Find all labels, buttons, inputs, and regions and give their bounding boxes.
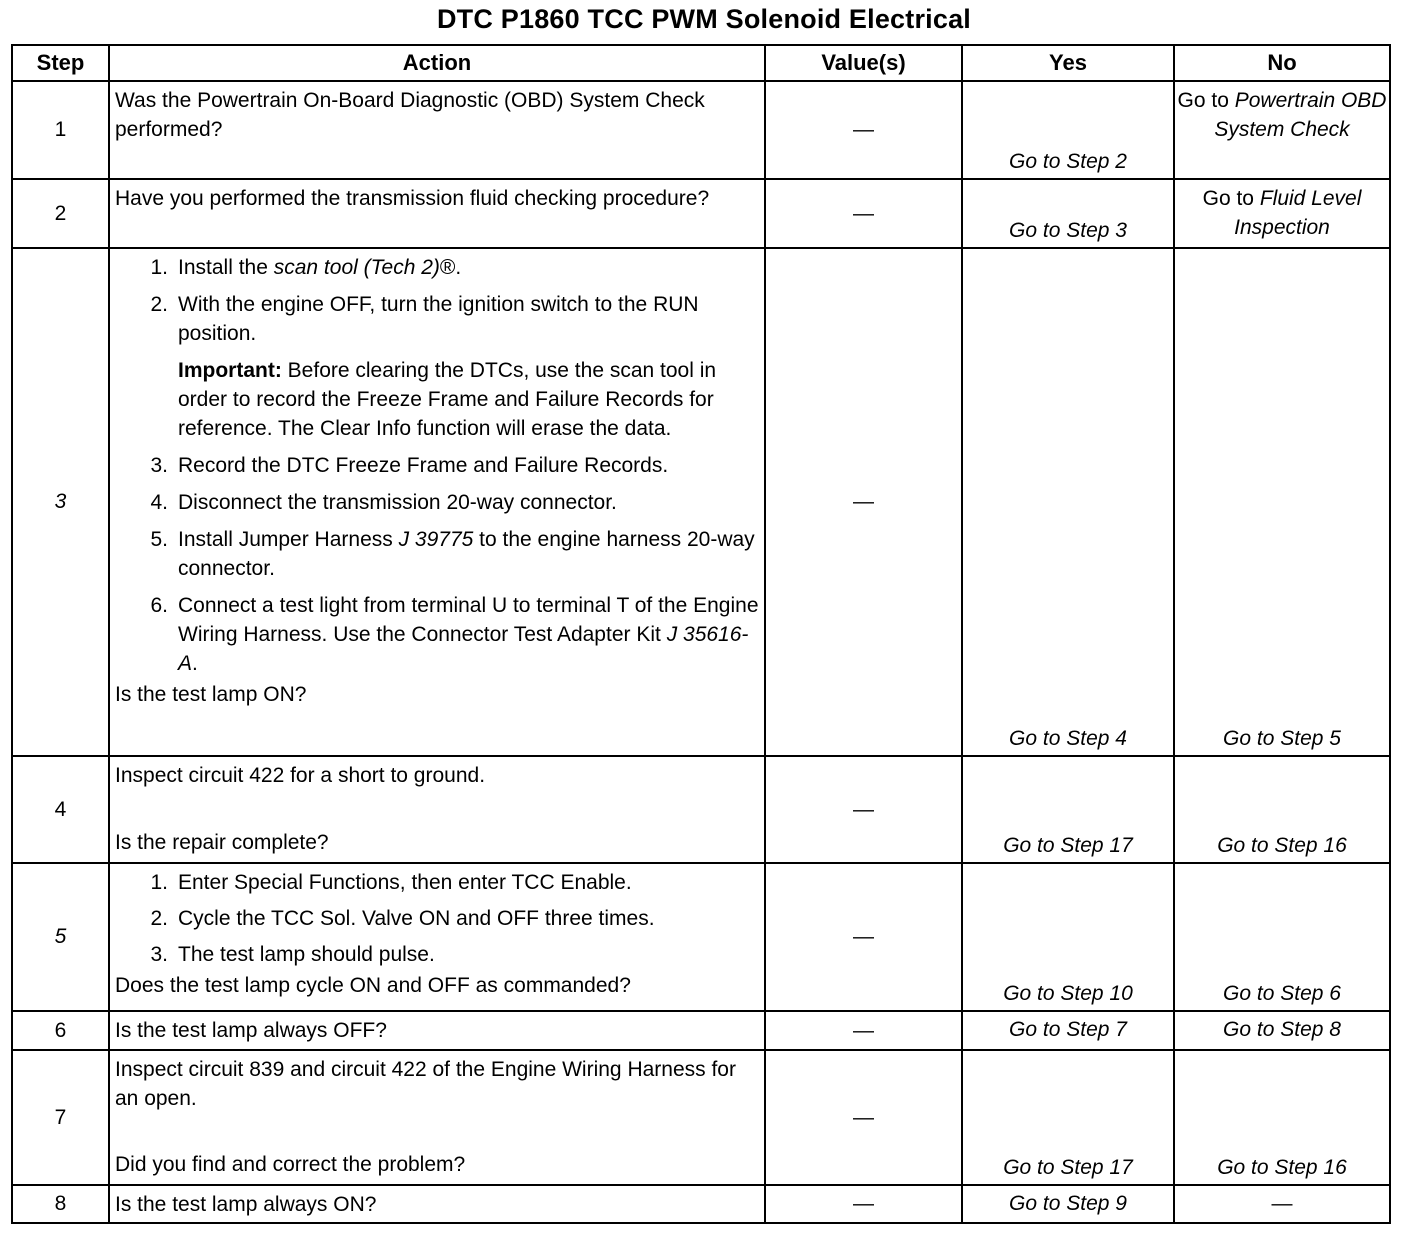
step-number: 2: [12, 179, 109, 248]
yes-cell: Go to Step 7: [962, 1011, 1174, 1050]
substep-text: Record the DTC Freeze Frame and Failure Records.: [178, 454, 669, 477]
value-cell: —: [765, 1185, 962, 1223]
no-cell: Go to Step 16: [1174, 756, 1390, 863]
substep-text: Cycle the TCC Sol. Valve ON and OFF three times.: [178, 907, 655, 930]
action-cell: [109, 81, 765, 179]
no-cell: [1174, 179, 1390, 248]
action-cell: [109, 248, 765, 756]
value-cell: —: [765, 81, 962, 179]
substep-number: 1.: [150, 871, 168, 894]
action-question: Is the test lamp always OFF?: [115, 1019, 387, 1042]
action-cell: [109, 1185, 765, 1223]
action-question: Is the test lamp always ON?: [115, 1192, 377, 1216]
no-cell: —: [1174, 1185, 1390, 1223]
action-question: Did you find and correct the problem?: [115, 1153, 466, 1176]
substep-number: 3.: [150, 943, 168, 966]
substep: [150, 488, 760, 517]
action-question: Is the test lamp ON?: [115, 683, 307, 706]
substep-list: [115, 451, 760, 678]
action-cell: [109, 1050, 765, 1185]
tool-reference: J 39775: [398, 528, 474, 551]
substep-list: [115, 868, 760, 969]
action-instruction: Inspect circuit 422 for a short to ground.: [115, 764, 486, 787]
step-number: 6: [12, 1011, 109, 1050]
yes-cell: Go to Step 2: [962, 81, 1174, 179]
header-yes: Yes: [962, 45, 1174, 81]
yes-cell: Go to Step 3: [962, 179, 1174, 248]
yes-cell: Go to Step 10: [962, 863, 1174, 1011]
yes-cell: Go to Step 4: [962, 248, 1174, 756]
table-row-step-8: [12, 1185, 1390, 1223]
substep: [150, 525, 760, 583]
value-cell: —: [765, 248, 962, 756]
substep-number: 3.: [150, 454, 168, 477]
table-row-step-4: [12, 756, 1390, 863]
substep-text: Connect a test light from terminal U to terminal T of the Engine Wiring Harness. Use the Connector Test Adapter Kit: [178, 594, 759, 646]
substep: [150, 940, 760, 969]
important-note: [115, 356, 760, 443]
table-row-step-5: [12, 863, 1390, 1011]
substep-number: 4.: [150, 491, 168, 514]
action-question: Is the repair complete?: [115, 831, 329, 854]
value-cell: —: [765, 863, 962, 1011]
no-cell: Go to Step 5: [1174, 248, 1390, 756]
substep-number: 5.: [150, 528, 168, 551]
substep: [150, 591, 760, 678]
substep-text: The test lamp should pulse.: [178, 943, 435, 966]
value-cell: —: [765, 756, 962, 863]
no-cell: Go to Step 16: [1174, 1050, 1390, 1185]
value-cell: —: [765, 1011, 962, 1050]
action-question: Was the Powertrain On-Board Diagnostic (OBD) System Check performed?: [115, 89, 705, 141]
header-values: Value(s): [765, 45, 962, 81]
substep-text: Install the: [178, 256, 268, 279]
page-title: DTC P1860 TCC PWM Solenoid Electrical: [436, 4, 972, 34]
substep-number: 2.: [150, 293, 168, 316]
step-number: 8: [12, 1185, 109, 1223]
table-row-step-3: [12, 248, 1390, 756]
no-prefix: Go to: [1202, 187, 1254, 210]
substep-text: Enter Special Functions, then enter TCC Enable.: [178, 871, 632, 894]
step-number: 4: [12, 756, 109, 863]
no-cell: [1174, 81, 1390, 179]
value-cell: —: [765, 179, 962, 248]
action-cell: [109, 179, 765, 248]
yes-cell: Go to Step 9: [962, 1185, 1174, 1223]
substep-text: With the engine OFF, turn the ignition switch to the RUN position.: [178, 293, 699, 345]
value-cell: —: [765, 1050, 962, 1185]
substep: [150, 904, 760, 933]
substep: [150, 253, 760, 282]
no-prefix: Go to: [1177, 89, 1229, 112]
table-row-step-7: [12, 1050, 1390, 1185]
no-reference: Fluid Level Inspection: [1234, 187, 1362, 239]
no-reference: Powertrain OBD System Check: [1214, 89, 1387, 141]
substep: [150, 290, 760, 348]
important-text: Before clearing the DTCs, use the scan tool in order to record the Freeze Frame and Failure Records for reference. The Clear Info function will erase the data.: [178, 359, 717, 440]
substep: [150, 451, 760, 480]
action-question: Have you performed the transmission fluid checking procedure?: [115, 187, 710, 210]
important-label: Important:: [178, 359, 282, 382]
action-question: Does the test lamp cycle ON and OFF as commanded?: [115, 974, 631, 997]
header-row: [12, 45, 1390, 81]
table-row-step-6: [12, 1011, 1390, 1050]
tool-reference: scan tool (Tech 2): [273, 256, 440, 279]
no-cell: Go to Step 8: [1174, 1011, 1390, 1050]
substep-text: to the engine harness 20-way connector.: [178, 528, 755, 580]
no-cell: Go to Step 6: [1174, 863, 1390, 1011]
tool-reference: J 35616-A: [178, 623, 749, 675]
substep-number: 6.: [150, 594, 168, 617]
action-cell: [109, 863, 765, 1011]
substep-number: 1.: [150, 256, 168, 279]
substep-text: Install Jumper Harness: [178, 528, 393, 551]
table-row-step-2: [12, 179, 1390, 248]
yes-cell: Go to Step 17: [962, 756, 1174, 863]
action-instruction: Inspect circuit 839 and circuit 422 of the Engine Wiring Harness for an open.: [115, 1058, 736, 1110]
action-cell: [109, 1011, 765, 1050]
table-row-step-1: [12, 81, 1390, 179]
action-cell: [109, 756, 765, 863]
step-number: 5: [12, 863, 109, 1011]
substep-text: .: [192, 652, 198, 675]
header-action: Action: [109, 45, 765, 81]
header-no: No: [1174, 45, 1390, 81]
header-step: Step: [12, 45, 109, 81]
substep-text: ®.: [439, 256, 462, 279]
diagnostic-table: [11, 44, 1391, 1224]
substep-number: 2.: [150, 907, 168, 930]
step-number: 1: [12, 81, 109, 179]
substep-text: Disconnect the transmission 20-way connector.: [178, 491, 617, 514]
substep: [150, 868, 760, 897]
substep-list: [115, 253, 760, 348]
step-number: 7: [12, 1050, 109, 1185]
yes-cell: Go to Step 17: [962, 1050, 1174, 1185]
step-number: 3: [12, 248, 109, 756]
